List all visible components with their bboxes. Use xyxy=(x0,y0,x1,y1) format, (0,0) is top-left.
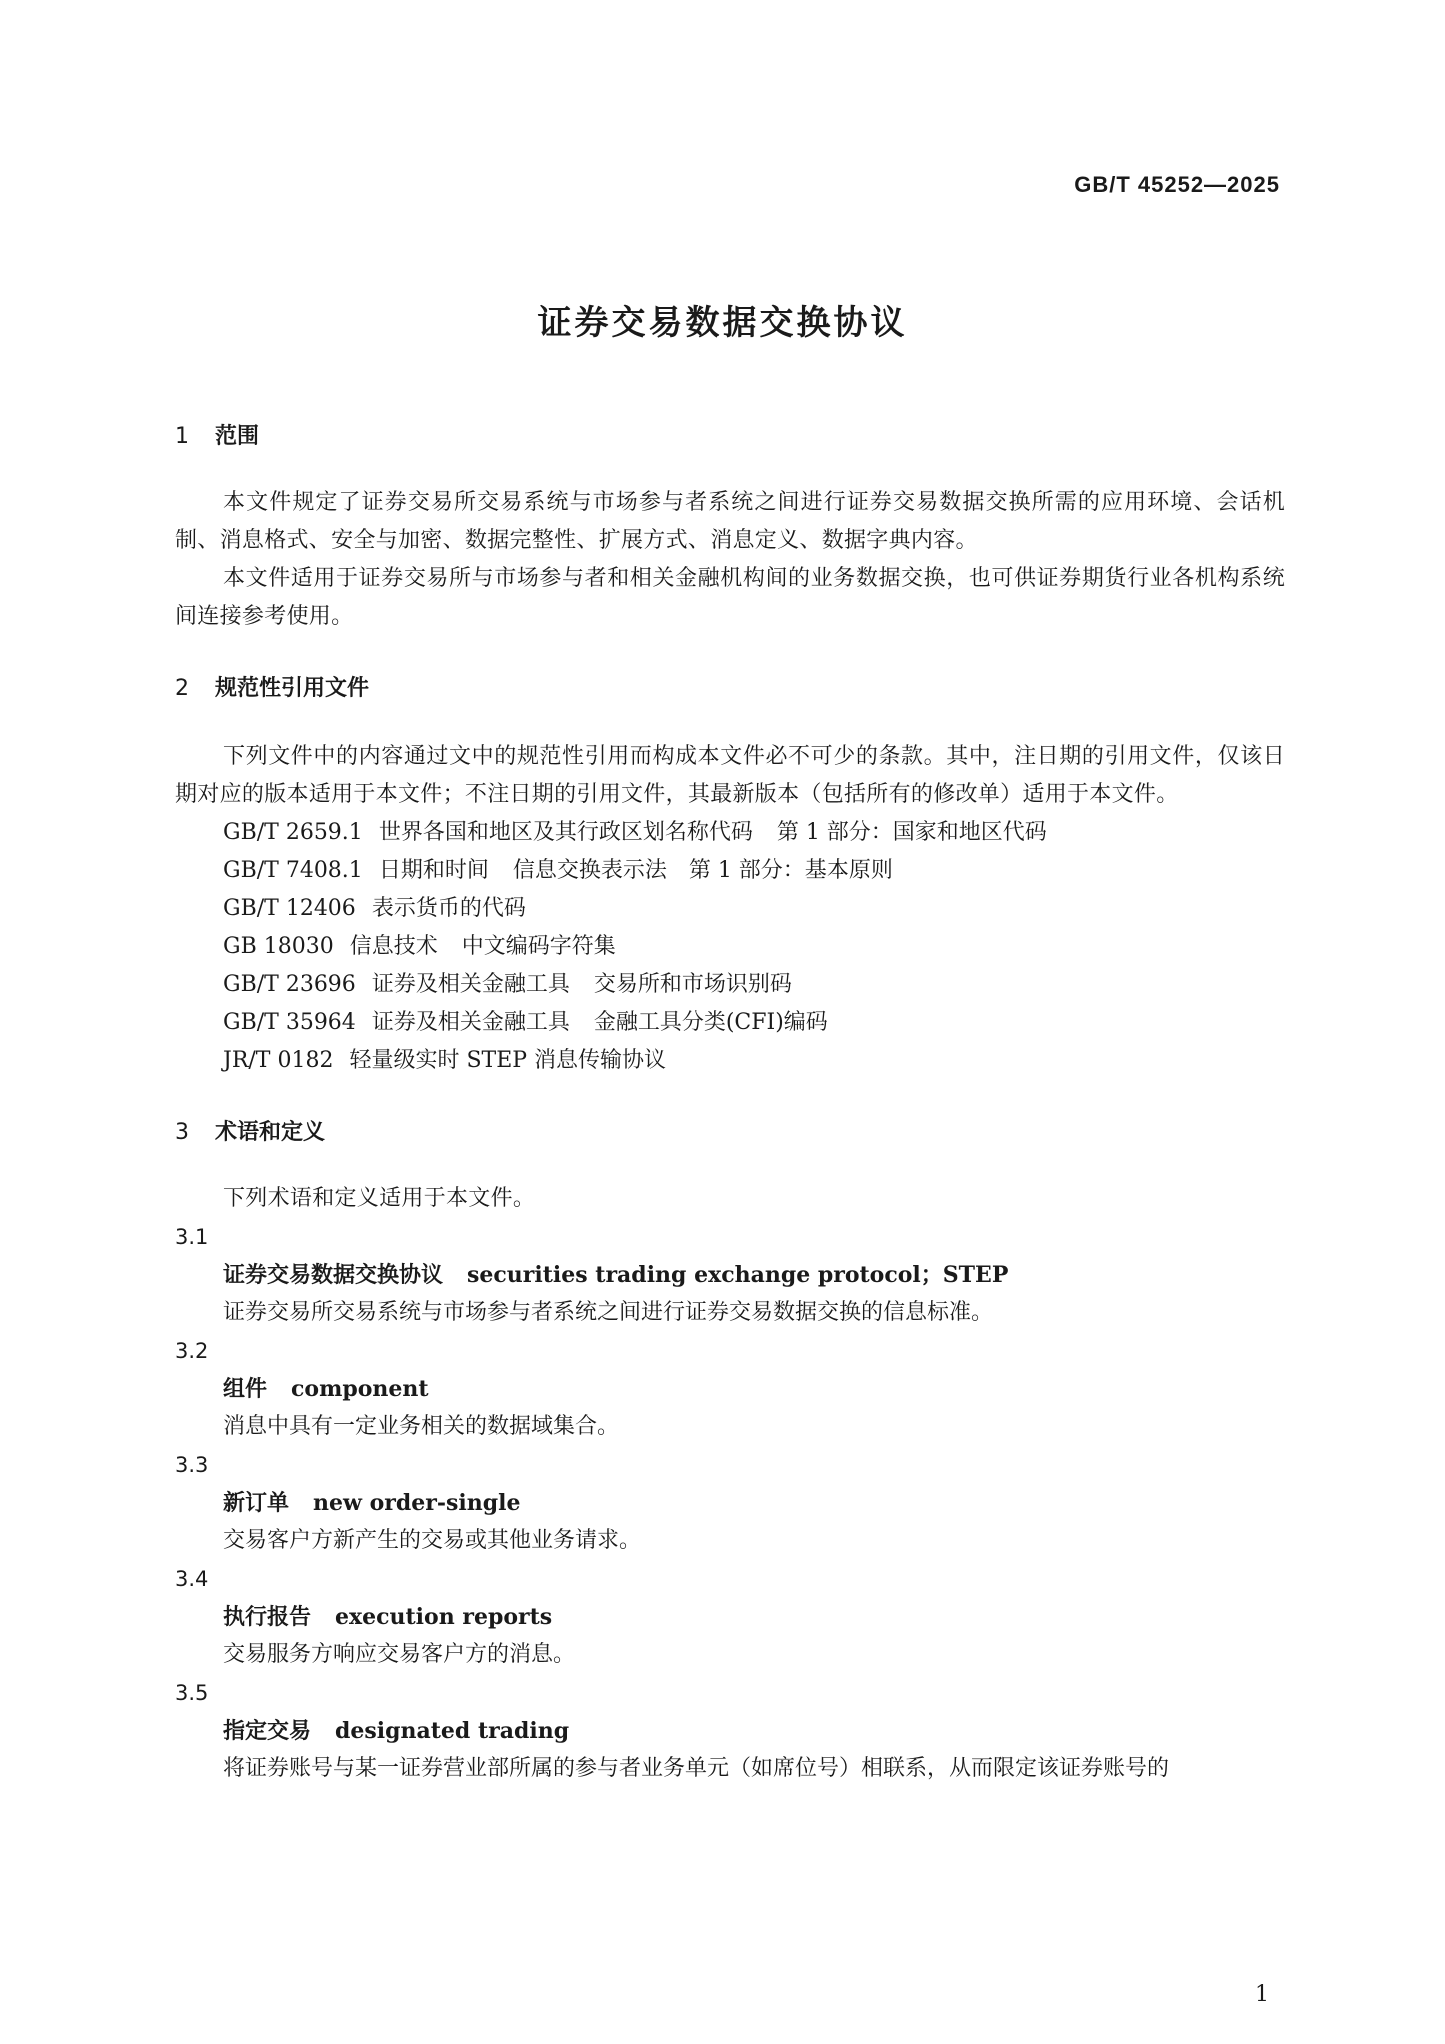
section-number: 3 xyxy=(175,1120,189,1145)
terms-intro: 下列术语和定义适用于本文件。 xyxy=(223,1186,536,1211)
term-en: execution reports xyxy=(335,1604,553,1630)
reference-code: GB/T 23696 xyxy=(223,972,356,997)
term-name xyxy=(175,1256,1285,1294)
term-zh: 执行报告 xyxy=(223,1604,312,1630)
reference-code: GB/T 12406 xyxy=(223,896,356,921)
section-number: 1 xyxy=(175,424,189,449)
term-definition: 将证券账号与某一证券营业部所属的参与者业务单元（如席位号）相联系，从而限定该证券账号的 xyxy=(223,1756,1170,1781)
reference-title: 证券及相关金融工具 xyxy=(371,972,570,997)
section-heading-scope xyxy=(175,420,1285,454)
reference-item xyxy=(175,966,1285,1004)
term-number: 3.2 xyxy=(175,1339,209,1363)
term-number: 3.5 xyxy=(175,1681,209,1705)
reference-code: GB 18030 xyxy=(223,934,334,959)
document-title: 证券交易数据交换协议 xyxy=(537,303,908,343)
reference-code: GB/T 7408.1 xyxy=(223,858,363,883)
term-en: designated trading xyxy=(335,1718,570,1744)
term-name xyxy=(175,1484,1285,1522)
term-definition: 消息中具有一定业务相关的数据域集合。 xyxy=(223,1414,620,1439)
reference-code: GB/T 35964 xyxy=(223,1010,356,1035)
term-en: component xyxy=(291,1376,429,1402)
scope-paragraph: 本文件规定了证券交易所交易系统与市场参与者系统之间进行证券交易数据交换所需的应用环境、会话机制、消息格式、安全与加密、数据完整性、扩展方式、消息定义、数据字典内容。 xyxy=(175,490,1285,553)
references-intro: 下列文件中的内容通过文中的规范性引用而构成本文件必不可少的条款。其中，注日期的引用文件，仅该日期对应的版本适用于本文件；不注日期的引用文件，其最新版本（包括所有的修改单）适用于本文件。 xyxy=(175,744,1285,807)
section-title: 范围 xyxy=(215,424,260,449)
reference-title: 轻量级实时 STEP 消息传输协议 xyxy=(349,1048,667,1073)
term-zh: 指定交易 xyxy=(223,1718,312,1744)
reference-subtitle: 中文编码字符集 xyxy=(461,934,616,959)
section-title: 规范性引用文件 xyxy=(215,676,370,701)
reference-subtitle: 信息交换表示法 第 1 部分：基本原则 xyxy=(512,858,893,883)
term-number: 3.1 xyxy=(175,1225,209,1249)
section-number: 2 xyxy=(175,676,189,701)
term-name xyxy=(175,1712,1285,1750)
term-definition: 交易客户方新产生的交易或其他业务请求。 xyxy=(223,1528,642,1553)
term-number: 3.4 xyxy=(175,1567,209,1591)
term-zh: 证券交易数据交换协议 xyxy=(223,1262,444,1288)
term-name xyxy=(175,1598,1285,1636)
term-en: new order-single xyxy=(313,1490,521,1516)
document-body xyxy=(175,420,1285,1788)
section-title: 术语和定义 xyxy=(215,1120,326,1145)
term-definition: 交易服务方响应交易客户方的消息。 xyxy=(223,1642,576,1667)
page-number: 1 xyxy=(1255,1982,1269,2007)
reference-item xyxy=(175,890,1285,928)
term-definition: 证券交易所交易系统与市场参与者系统之间进行证券交易数据交换的信息标准。 xyxy=(223,1300,994,1325)
reference-item xyxy=(175,1042,1285,1080)
reference-item xyxy=(175,814,1285,852)
reference-code: GB/T 2659.1 xyxy=(223,820,363,845)
reference-code: JR/T 0182 xyxy=(223,1048,334,1073)
term-en: securities trading exchange protocol；STEP xyxy=(467,1262,1009,1288)
reference-title: 证券及相关金融工具 xyxy=(371,1010,570,1035)
scope-paragraph: 本文件适用于证券交易所与市场参与者和相关金融机构间的业务数据交换，也可供证券期货行业各机构系统间连接参考使用。 xyxy=(175,566,1285,629)
reference-subtitle: 第 1 部分：国家和地区代码 xyxy=(776,820,1047,845)
term-number: 3.3 xyxy=(175,1453,209,1477)
term-zh: 新订单 xyxy=(223,1490,290,1516)
reference-subtitle: 交易所和市场识别码 xyxy=(593,972,792,997)
section-heading-terms xyxy=(175,1116,1285,1150)
reference-title: 表示货币的代码 xyxy=(371,896,526,921)
reference-title: 信息技术 xyxy=(349,934,438,959)
reference-title: 日期和时间 xyxy=(378,858,489,883)
reference-subtitle: 金融工具分类(CFI)编码 xyxy=(593,1010,828,1035)
section-heading-normative-references xyxy=(175,672,1285,706)
reference-item xyxy=(175,1004,1285,1042)
term-name xyxy=(175,1370,1285,1408)
reference-item xyxy=(175,852,1285,890)
standard-number: GB/T 45252—2025 xyxy=(1074,172,1280,197)
reference-title: 世界各国和地区及其行政区划名称代码 xyxy=(378,820,753,845)
term-zh: 组件 xyxy=(223,1376,268,1402)
reference-item xyxy=(175,928,1285,966)
